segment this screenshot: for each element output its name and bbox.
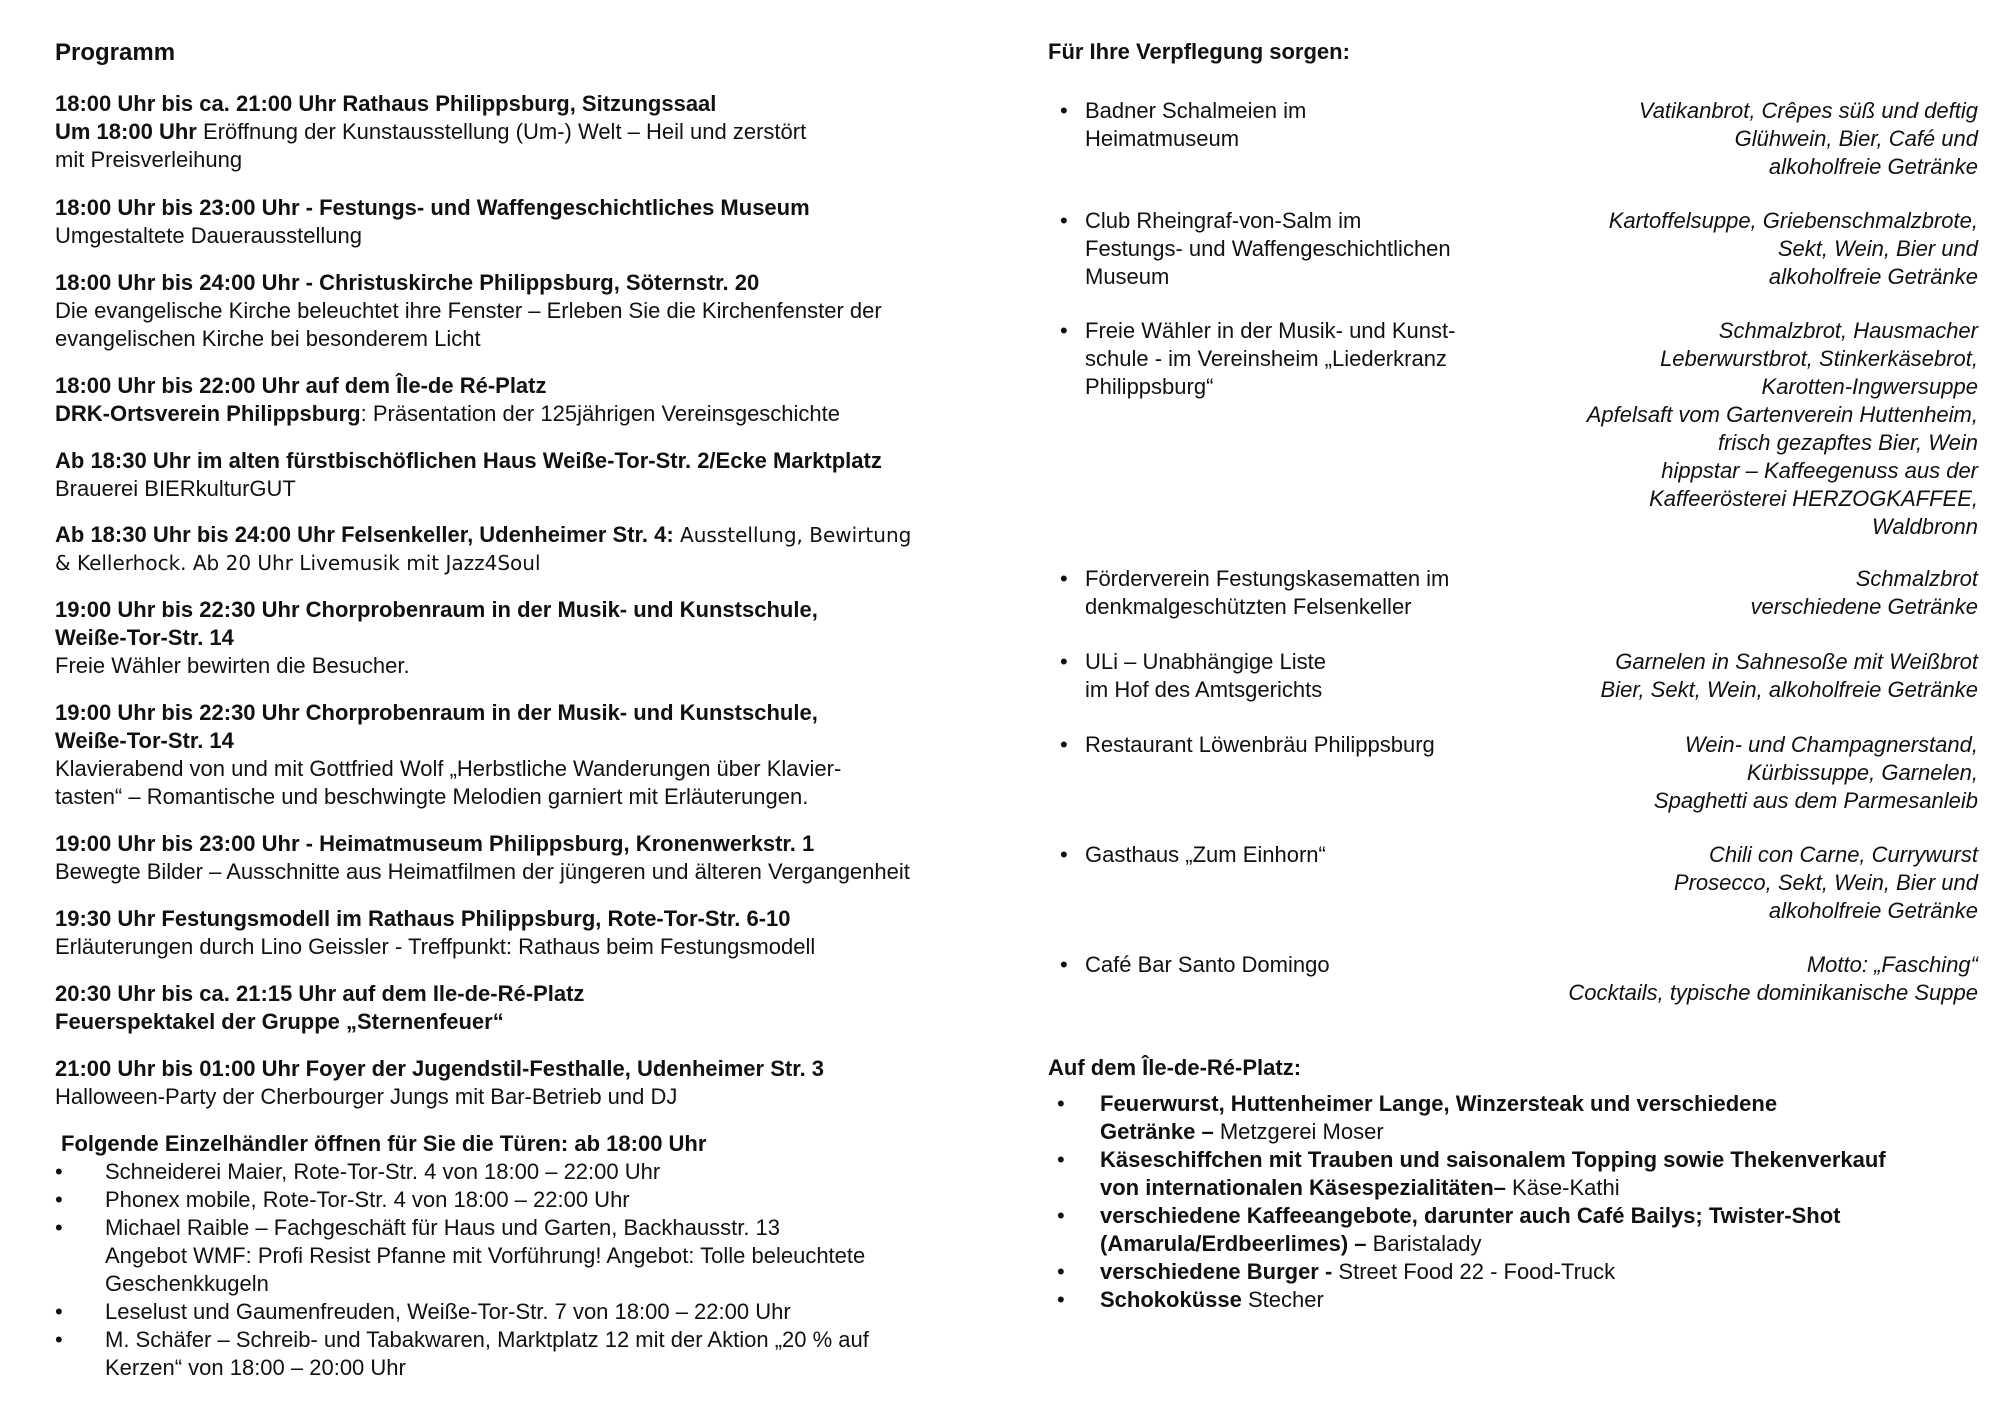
event-heading-2: Weiße-Tor-Str. 14 bbox=[55, 728, 234, 753]
event-heading: 19:00 Uhr bis 22:30 Uhr Chorprobenraum in der Musik- und Kunstschule, bbox=[55, 700, 818, 725]
vendor-name-line: Freie Wähler in der Musik- und Kunst- bbox=[1085, 318, 1456, 343]
event-desc: Halloween-Party der Cherbourger Jungs mit Bar-Betrieb und DJ bbox=[55, 1084, 678, 1109]
bullet-icon: • bbox=[55, 1159, 63, 1184]
vendor-offer bbox=[1518, 648, 1978, 704]
shop-item bbox=[55, 1298, 1000, 1326]
vendor-offer bbox=[1518, 951, 1978, 1007]
shop-text: Michael Raible – Fachgeschäft für Haus und Garten, Backhausstr. 13 bbox=[105, 1215, 781, 1240]
bullet-icon: • bbox=[1057, 1147, 1065, 1172]
event-heading: 18:00 Uhr bis 23:00 Uhr - Festungs- und Waffengeschichtliches Museum bbox=[55, 195, 810, 220]
event-desc-2: mit Preisverleihung bbox=[55, 147, 243, 172]
event-desc: Brauerei BIERkulturGUT bbox=[55, 476, 296, 501]
vendor-name-line: im Hof des Amtsgerichts bbox=[1085, 677, 1323, 702]
event-desc: Bewegte Bilder – Ausschnitte aus Heimatfilmen der jüngeren und älteren Vergangenheit bbox=[55, 859, 910, 884]
event-heading: 18:00 Uhr bis ca. 21:00 Uhr Rathaus Philippsburg, Sitzungssaal bbox=[55, 91, 717, 116]
vendor-offer-line: Schmalzbrot, Hausmacher bbox=[1718, 318, 1978, 343]
event-desc: Freie Wähler bewirten die Besucher. bbox=[55, 653, 410, 678]
vendor-offer bbox=[1518, 317, 1978, 541]
vendor-offer-line: Apfelsaft vom Gartenverein Huttenheim, bbox=[1586, 402, 1978, 427]
event-7 bbox=[55, 596, 1000, 680]
vendor-name-line: Heimatmuseum bbox=[1085, 126, 1240, 151]
vendor-offer bbox=[1518, 565, 1978, 621]
event-11 bbox=[55, 980, 1000, 1036]
vendor-offer-line: Prosecco, Sekt, Wein, Bier und bbox=[1673, 870, 1978, 895]
vendor-name-line: denkmalgeschützten Felsenkeller bbox=[1085, 594, 1412, 619]
vendor-offer-line: Glühwein, Bier, Café und bbox=[1734, 126, 1978, 151]
shop-item bbox=[55, 1186, 1000, 1214]
vendor-offer-line: Schmalzbrot bbox=[1855, 566, 1978, 591]
vendor-name-line: Club Rheingraf-von-Salm im bbox=[1085, 208, 1362, 233]
platz-offer: Feuerwurst, Huttenheimer Lange, Winzersteak und verschiedene bbox=[1100, 1091, 1778, 1116]
platz-title: Auf dem Île-de-Ré-Platz: bbox=[1048, 1055, 1302, 1080]
shop-text-2: Angebot WMF: Profi Resist Pfanne mit Vorführung! Angebot: Tolle beleuchtete bbox=[105, 1243, 866, 1268]
event-heading-2: Feuerspektakel der Gruppe „Sternenfeuer“ bbox=[55, 1009, 504, 1034]
platz-offer-2: (Amarula/Erdbeerlimes) – bbox=[1100, 1231, 1367, 1256]
vendor-offer-line: Kartoffelsuppe, Griebenschmalzbrote, bbox=[1608, 208, 1978, 233]
bullet-icon: • bbox=[1057, 1259, 1065, 1284]
vendor-name bbox=[1085, 648, 1505, 704]
platz-item bbox=[1048, 1146, 1978, 1202]
platz-item bbox=[1048, 1286, 1978, 1314]
bullet-icon: • bbox=[1060, 98, 1068, 123]
catering-title: Für Ihre Verpflegung sorgen: bbox=[1048, 39, 1350, 64]
vendor-name-line: Restaurant Löwenbräu Philippsburg bbox=[1085, 732, 1435, 757]
platz-offer-2: Getränke – bbox=[1100, 1119, 1214, 1144]
event-8 bbox=[55, 699, 1000, 811]
vendor-name-line: Museum bbox=[1085, 264, 1170, 289]
shop-item bbox=[55, 1214, 1000, 1298]
event-desc: : Präsentation der 125jährigen Vereinsgeschichte bbox=[360, 401, 841, 426]
bullet-icon: • bbox=[1060, 208, 1068, 233]
vendor-offer-line: hippstar – Kaffeegenuss aus der bbox=[1661, 458, 1978, 483]
vendor-offer-line: Karotten-Ingwersuppe bbox=[1761, 374, 1978, 399]
platz-item bbox=[1048, 1202, 1978, 1258]
platz-offer: Käseschiffchen mit Trauben und saisonalem Topping sowie Thekenverkauf bbox=[1100, 1147, 1886, 1172]
bullet-icon: • bbox=[1060, 318, 1068, 343]
event-desc: Die evangelische Kirche beleuchtet ihre Fenster – Erleben Sie die Kirchenfenster der bbox=[55, 298, 882, 323]
vendor-offer-line: Cocktails, typische dominikanische Suppe bbox=[1568, 980, 1978, 1005]
vendor-offer-line: Leberwurstbrot, Stinkerkäsebrot, bbox=[1660, 346, 1978, 371]
bullet-icon: • bbox=[1060, 732, 1068, 757]
platz-offer: Schokoküsse bbox=[1100, 1287, 1242, 1312]
event-9 bbox=[55, 830, 1000, 886]
event-lead: DRK-Ortsverein Philippsburg bbox=[55, 401, 361, 426]
event-heading: 19:30 Uhr Festungsmodell im Rathaus Philippsburg, Rote-Tor-Str. 6-10 bbox=[55, 906, 791, 931]
shops-title-text: Folgende Einzelhändler öffnen für Sie die Türen: ab 18:00 Uhr bbox=[61, 1131, 707, 1156]
vendor-name-line: Badner Schalmeien im bbox=[1085, 98, 1307, 123]
vendor-offer bbox=[1518, 207, 1978, 291]
shop-text: Phonex mobile, Rote-Tor-Str. 4 von 18:00 – 22:00 Uhr bbox=[105, 1187, 630, 1212]
vendor-offer bbox=[1518, 841, 1978, 925]
event-5 bbox=[55, 447, 1000, 503]
bullet-icon: • bbox=[1060, 649, 1068, 674]
vendor-name bbox=[1085, 207, 1505, 291]
vendor-offer-line: Waldbronn bbox=[1872, 514, 1978, 539]
vendor-name bbox=[1085, 97, 1505, 153]
event-12 bbox=[55, 1055, 1000, 1111]
event-lead: Um 18:00 Uhr bbox=[55, 119, 197, 144]
bullet-icon: • bbox=[1057, 1091, 1065, 1116]
vendor-offer-line: alkoholfreie Getränke bbox=[1768, 264, 1978, 289]
event-heading-2: Weiße-Tor-Str. 14 bbox=[55, 625, 234, 650]
event-desc: & Kellerhock. Ab 20 Uhr Livemusik mit Jazz4Soul bbox=[55, 551, 541, 575]
platz-item bbox=[1048, 1090, 1978, 1146]
vendor-offer bbox=[1518, 97, 1978, 181]
platz-vendor: Street Food 22 - Food-Truck bbox=[1332, 1259, 1616, 1284]
vendor-offer-line: Bier, Sekt, Wein, alkoholfreie Getränke bbox=[1600, 677, 1978, 702]
vendor-name-line: Gasthaus „Zum Einhorn“ bbox=[1085, 842, 1326, 867]
platz-item bbox=[1048, 1258, 1978, 1286]
shop-text: M. Schäfer – Schreib- und Tabakwaren, Marktplatz 12 mit der Aktion „20 % auf bbox=[105, 1327, 869, 1352]
event-inline: Ausstellung, Bewirtung bbox=[673, 523, 912, 547]
bullet-icon: • bbox=[55, 1327, 63, 1352]
event-desc: Umgestaltete Dauerausstellung bbox=[55, 223, 362, 248]
platz-vendor: Käse-Kathi bbox=[1505, 1175, 1620, 1200]
shop-text: Leselust und Gaumenfreuden, Weiße-Tor-Str. 7 von 18:00 – 22:00 Uhr bbox=[105, 1299, 791, 1324]
bullet-icon: • bbox=[1060, 842, 1068, 867]
platz-vendor: Metzgerei Moser bbox=[1213, 1119, 1384, 1144]
event-10 bbox=[55, 905, 1000, 961]
event-3 bbox=[55, 269, 1000, 353]
bullet-icon: • bbox=[1057, 1203, 1065, 1228]
shop-text: Schneiderei Maier, Rote-Tor-Str. 4 von 18:00 – 22:00 Uhr bbox=[105, 1159, 661, 1184]
vendor-offer-line: alkoholfreie Getränke bbox=[1768, 898, 1978, 923]
shop-text-3: Geschenkkugeln bbox=[105, 1271, 269, 1296]
event-4 bbox=[55, 372, 1000, 428]
event-desc-2: evangelischen Kirche bei besonderem Licht bbox=[55, 326, 481, 351]
vendor-name-line: Philippsburg“ bbox=[1085, 374, 1214, 399]
vendor-name-line: Café Bar Santo Domingo bbox=[1085, 952, 1330, 977]
vendor-offer-line: frisch gezapftes Bier, Wein bbox=[1717, 430, 1978, 455]
bullet-icon: • bbox=[1060, 566, 1068, 591]
bullet-icon: • bbox=[55, 1187, 63, 1212]
bullet-icon: • bbox=[55, 1215, 63, 1240]
vendor-offer-line: Chili con Carne, Currywurst bbox=[1709, 842, 1978, 867]
vendor-offer-line: alkoholfreie Getränke bbox=[1768, 154, 1978, 179]
vendor-name bbox=[1085, 731, 1505, 759]
event-heading: 19:00 Uhr bis 23:00 Uhr - Heimatmuseum Philippsburg, Kronenwerkstr. 1 bbox=[55, 831, 815, 856]
vendor-name bbox=[1085, 841, 1505, 869]
event-heading: Ab 18:30 Uhr im alten fürstbischöflichen Haus Weiße-Tor-Str. 2/Ecke Marktplatz bbox=[55, 448, 882, 473]
vendor-name bbox=[1085, 565, 1505, 621]
vendor-offer bbox=[1518, 731, 1978, 815]
vendor-offer-line: verschiedene Getränke bbox=[1750, 594, 1978, 619]
vendor-offer-line: Kaffeerösterei HERZOGKAFFEE, bbox=[1649, 486, 1978, 511]
vendor-offer-line: Sekt, Wein, Bier und bbox=[1777, 236, 1978, 261]
event-1 bbox=[55, 90, 1000, 174]
platz-vendor: Baristalady bbox=[1366, 1231, 1482, 1256]
program-title: Programm bbox=[55, 39, 176, 66]
bullet-icon: • bbox=[55, 1299, 63, 1324]
bullet-icon: • bbox=[1057, 1287, 1065, 1312]
shop-item bbox=[55, 1326, 1000, 1382]
event-desc: Klavierabend von und mit Gottfried Wolf „Herbstliche Wanderungen über Klavier- bbox=[55, 756, 842, 781]
platz-offer-2: von internationalen Käsespezialitäten– bbox=[1100, 1175, 1506, 1200]
event-6 bbox=[55, 521, 1000, 577]
vendor-name bbox=[1085, 951, 1505, 979]
vendor-offer-line: Spaghetti aus dem Parmesanleib bbox=[1653, 788, 1978, 813]
shops-title bbox=[61, 1130, 1006, 1158]
event-heading: 18:00 Uhr bis 24:00 Uhr - Christuskirche Philippsburg, Söternstr. 20 bbox=[55, 270, 760, 295]
event-heading: 21:00 Uhr bis 01:00 Uhr Foyer der Jugendstil-Festhalle, Udenheimer Str. 3 bbox=[55, 1056, 825, 1081]
event-desc: Erläuterungen durch Lino Geissler - Treffpunkt: Rathaus beim Festungsmodell bbox=[55, 934, 816, 959]
vendor-name bbox=[1085, 317, 1505, 401]
event-desc-2: tasten“ – Romantische und beschwingte Melodien garniert mit Erläuterungen. bbox=[55, 784, 809, 809]
platz-offer: verschiedene Kaffeeangebote, darunter auch Café Bailys; Twister-Shot bbox=[1100, 1203, 1841, 1228]
bullet-icon: • bbox=[1060, 952, 1068, 977]
vendor-offer-line: Garnelen in Sahnesoße mit Weißbrot bbox=[1615, 649, 1978, 674]
shop-item bbox=[55, 1158, 1000, 1186]
event-desc: Eröffnung der Kunstausstellung (Um-) Welt – Heil und zerstört bbox=[196, 119, 807, 144]
vendor-name-line: schule - im Vereinsheim „Liederkranz bbox=[1085, 346, 1447, 371]
event-2 bbox=[55, 194, 1000, 250]
shop-text-2: Kerzen“ von 18:00 – 20:00 Uhr bbox=[105, 1355, 406, 1380]
vendor-offer-line: Wein- und Champagnerstand, bbox=[1684, 732, 1978, 757]
vendor-name-line: Förderverein Festungskasematten im bbox=[1085, 566, 1450, 591]
vendor-name-line: Festungs- und Waffengeschichtlichen bbox=[1085, 236, 1451, 261]
event-heading: 18:00 Uhr bis 22:00 Uhr auf dem Île-de Ré-Platz bbox=[55, 373, 547, 398]
event-heading: 19:00 Uhr bis 22:30 Uhr Chorprobenraum in der Musik- und Kunstschule, bbox=[55, 597, 818, 622]
platz-vendor: Stecher bbox=[1241, 1287, 1324, 1312]
vendor-name-line: ULi – Unabhängige Liste bbox=[1085, 649, 1326, 674]
event-heading: 20:30 Uhr bis ca. 21:15 Uhr auf dem Ile-de-Ré-Platz bbox=[55, 981, 585, 1006]
vendor-offer-line: Motto: „Fasching“ bbox=[1806, 952, 1978, 977]
event-heading: Ab 18:30 Uhr bis 24:00 Uhr Felsenkeller, Udenheimer Str. 4: bbox=[55, 522, 674, 547]
vendor-offer-line: Kürbissuppe, Garnelen, bbox=[1746, 760, 1978, 785]
platz-offer: verschiedene Burger - bbox=[1100, 1259, 1333, 1284]
vendor-offer-line: Vatikanbrot, Crêpes süß und deftig bbox=[1638, 98, 1978, 123]
